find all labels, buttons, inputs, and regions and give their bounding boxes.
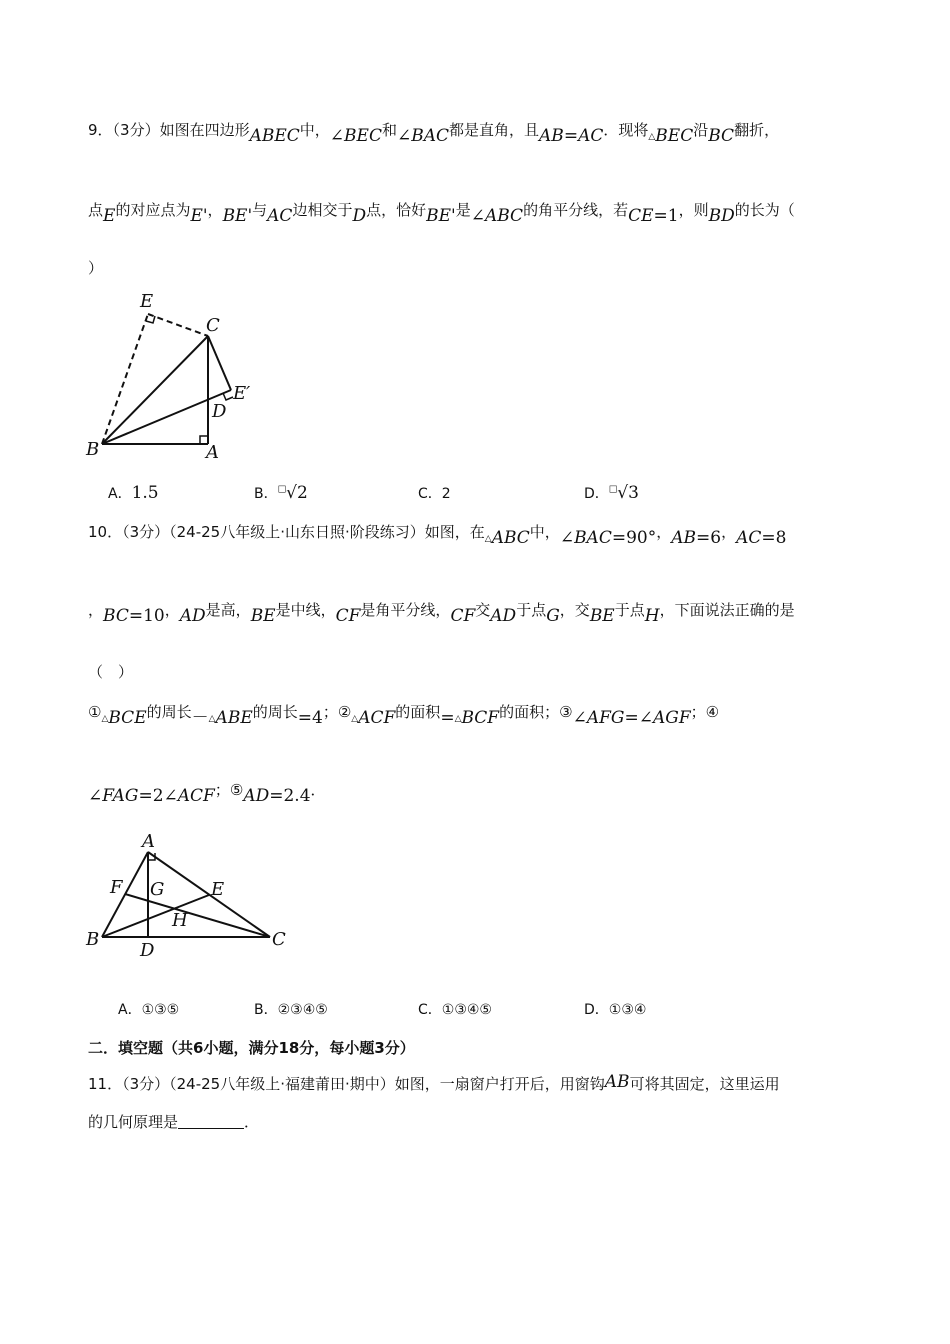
q11-line-1: 11．（3分）（24-25八年级上·福建莆田·期中）如图，一扇窗户打开后，用窗钩AB可将其固定，这里运用 [88, 1072, 780, 1093]
q9-label-E-prime: E′ [233, 383, 251, 404]
q10-label-C: C [272, 929, 286, 950]
q9-label-D: D [212, 401, 227, 422]
q10-line-4: $①_\triangle BCE$的周长$-_\triangle ABE$的周长=4；$②_\triangle ACF$的面积$=_\triangle BCF$的面积；③∠AFG=∠AGF；④ [88, 703, 720, 728]
q10-label-D: D [140, 940, 155, 961]
q9-label-C: C [206, 315, 220, 336]
q9-label-E: E [140, 291, 154, 312]
section-heading-fill-in: 二．填空题（共6小题，满分18分，每小题3分） [88, 1039, 415, 1057]
q11-line-2: 的几何原理是 ． [88, 1113, 260, 1131]
q10-figure [80, 825, 300, 965]
q9-line-1: 9．（3分）如图在四边形ABEC中，∠BEC和∠BAC都是直角，且AB=AC．现将$_\triangle$BEC沿BC翻折， [88, 121, 780, 146]
q10-option-a[interactable]: A．①③⑤ [118, 1002, 180, 1018]
q10-label-H: H [172, 910, 188, 931]
q9-figure [80, 285, 280, 465]
q10-line-3: （ ） [88, 663, 134, 681]
q10-line-5: ∠FAG=2∠ACF；⑤AD=2.4． [88, 781, 326, 806]
q10-label-B: B [86, 929, 100, 950]
q10-label-E: E [211, 879, 225, 900]
q11-answer-blank[interactable] [178, 1114, 244, 1129]
q9-option-c[interactable]: C．2 [418, 486, 451, 502]
q10-line-1: 10．（3分）（24-25八年级上·山东日照·阶段练习）如图，在$_\triangle$ABC中，∠BAC=90°，AB=6，AC=8 [88, 523, 787, 548]
q10-label-G: G [150, 879, 165, 900]
q9-option-b[interactable]: B．□√2 [254, 483, 308, 503]
q9-line-3: ） [88, 259, 104, 277]
q9-label-B: B [86, 439, 100, 460]
q10-option-d[interactable]: D．①③④ [584, 1002, 647, 1018]
q10-label-F: F [110, 877, 123, 898]
q9-line-2: 点E的对应点为E'，BE'与AC边相交于D点，恰好BE'是∠ABC的角平分线，若CE=1，则BD的长为（ [88, 201, 795, 226]
q10-option-b[interactable]: B．②③④⑤ [254, 1002, 328, 1018]
q9-option-a[interactable]: A．1.5 [108, 483, 159, 503]
q10-line-2: ，BC=10，AD是高，BE是中线，CF是角平分线，CF交AD于点G，交BE于点H，下面说法正确的是 [88, 601, 795, 626]
q10-option-c[interactable]: C．①③④⑤ [418, 1002, 492, 1018]
q9-label-A: A [206, 442, 219, 463]
q9-option-d[interactable]: D．□√3 [584, 483, 639, 503]
q10-label-A: A [142, 831, 155, 852]
